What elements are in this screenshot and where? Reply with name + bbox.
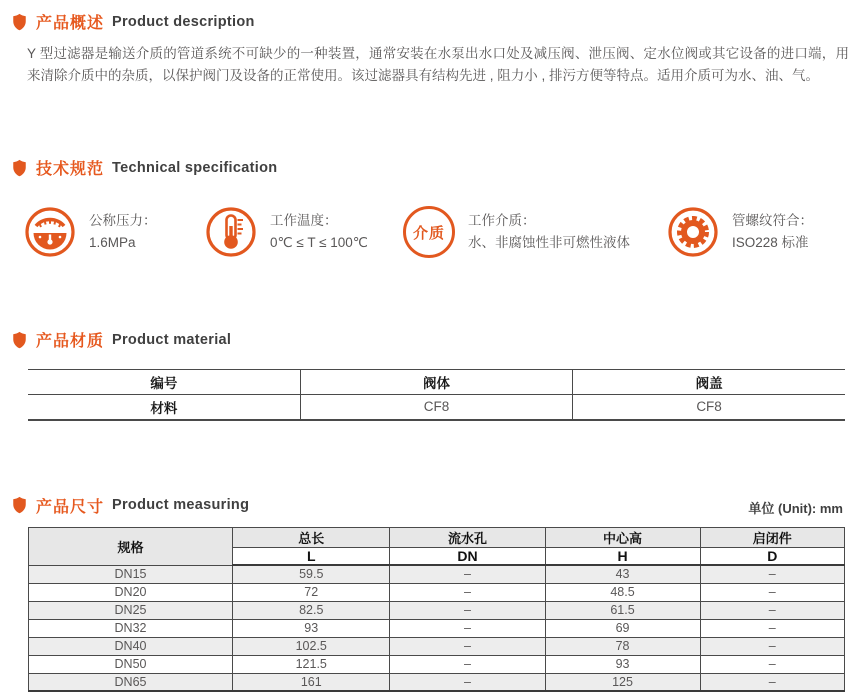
measuring-table [28,527,845,692]
measuring-group-header: 流水孔 [390,527,545,547]
measuring-group-header: 启闭件 [700,527,844,547]
shield-icon [12,331,27,349]
section-header [12,156,845,179]
measuring-symbol-header: D [700,547,844,565]
material-table [28,369,845,421]
value-cell: – [700,583,844,601]
material-value: CF8 [573,395,845,420]
spec-text [89,210,157,254]
value-cell: 125 [545,673,700,691]
spec-text [732,210,813,254]
value-cell: – [390,619,545,637]
section-technical-specification [12,156,845,258]
section-title-zh: 产品概述 [36,10,104,33]
value-cell: 59.5 [233,565,390,583]
value-cell: 121.5 [233,655,390,673]
section-product-description [12,10,845,87]
value-cell: – [390,583,545,601]
section-product-measuring [12,494,845,692]
spec-cell: DN65 [29,673,233,691]
medium-badge-circle [403,206,455,258]
measuring-group-header: 总长 [233,527,390,547]
table-row [29,673,845,691]
spec-cell: DN20 [29,583,233,601]
value-cell: 93 [233,619,390,637]
value-cell: 43 [545,565,700,583]
section-title-zh: 产品尺寸 [36,494,104,517]
spec-label: 公称压力： [89,210,157,232]
value-cell: – [700,637,844,655]
gear-icon [667,206,719,258]
value-cell: 161 [233,673,390,691]
measuring-symbol-header: DN [390,547,545,565]
spec-text [270,210,368,254]
section-title-en: Product description [112,14,255,30]
spec-cell: DN40 [29,637,233,655]
spec-item-thread-standard [667,206,841,258]
section-header [12,494,249,517]
value-cell: – [700,673,844,691]
thermometer-icon [205,206,257,258]
value-cell: – [700,601,844,619]
value-cell: – [700,655,844,673]
table-row [29,583,845,601]
material-row-label: 材料 [28,395,300,420]
material-col-header: 阀体 [300,370,572,395]
value-cell: 82.5 [233,601,390,619]
unit-label: 单位 (Unit): mm [748,498,845,517]
value-cell: – [390,637,545,655]
spec-cell: DN15 [29,565,233,583]
spec-cell: DN50 [29,655,233,673]
value-cell: 72 [233,583,390,601]
shield-icon [12,13,27,31]
measuring-header [12,494,845,517]
material-col-header: 编号 [28,370,300,395]
value-cell: 102.5 [233,637,390,655]
value-cell: – [390,601,545,619]
section-product-material [12,328,845,421]
section-header [12,10,845,33]
table-row [29,655,845,673]
pressure-gauge-icon [24,206,76,258]
spec-cell: DN25 [29,601,233,619]
material-header-row [28,370,845,395]
spec-value: 1.6MPa [89,232,157,254]
value-cell: 78 [545,637,700,655]
spec-label: 工作介质： [468,210,630,232]
product-description-text: Y 型过滤器是输送介质的管道系统不可缺少的一种装置，通常安装在水泵出水口处及减压阀、泄压阀、定水位阀或其它设备的进口端，用来清除介质中的杂质，以保护阀门及设备的正常使用。该过滤器具有结构先进 , 阻力小 , 排污方便等特点。适用介质可为水、油、气。 [27,43,849,87]
spec-text [468,210,630,254]
spec-item-medium [403,206,667,258]
material-data-row [28,395,845,420]
section-header [12,328,845,351]
spec-value: 0℃ ≤ T ≤ 100℃ [270,232,368,254]
value-cell: 61.5 [545,601,700,619]
shield-icon [12,496,27,514]
measuring-spec-header: 规格 [29,527,233,565]
medium-badge-text: 介质 [413,222,445,243]
medium-badge-icon [403,206,455,258]
spec-items-row [12,206,845,258]
value-cell: – [390,655,545,673]
spec-item-pressure [24,206,205,258]
measuring-symbol-header: H [545,547,700,565]
spec-item-temperature [205,206,403,258]
spec-label: 管螺纹符合： [732,210,813,232]
table-row [29,619,845,637]
section-title-zh: 产品材质 [36,328,104,351]
value-cell: – [700,565,844,583]
value-cell: – [390,673,545,691]
measuring-group-header-row [29,527,845,547]
table-row [29,601,845,619]
measuring-group-header: 中心高 [545,527,700,547]
shield-icon [12,159,27,177]
section-title-en: Product measuring [112,497,249,513]
table-row [29,637,845,655]
material-col-header: 阀盖 [573,370,845,395]
value-cell: 69 [545,619,700,637]
spec-value: 水、非腐蚀性非可燃性液体 [468,232,630,254]
measuring-symbol-header: L [233,547,390,565]
spec-cell: DN32 [29,619,233,637]
table-row [29,565,845,583]
value-cell: 93 [545,655,700,673]
section-title-en: Technical specification [112,160,277,176]
section-title-en: Product material [112,332,231,348]
spec-label: 工作温度： [270,210,368,232]
material-value: CF8 [300,395,572,420]
value-cell: – [700,619,844,637]
value-cell: 48.5 [545,583,700,601]
spec-value: ISO228 标准 [732,232,813,254]
value-cell: – [390,565,545,583]
section-title-zh: 技术规范 [36,156,104,179]
